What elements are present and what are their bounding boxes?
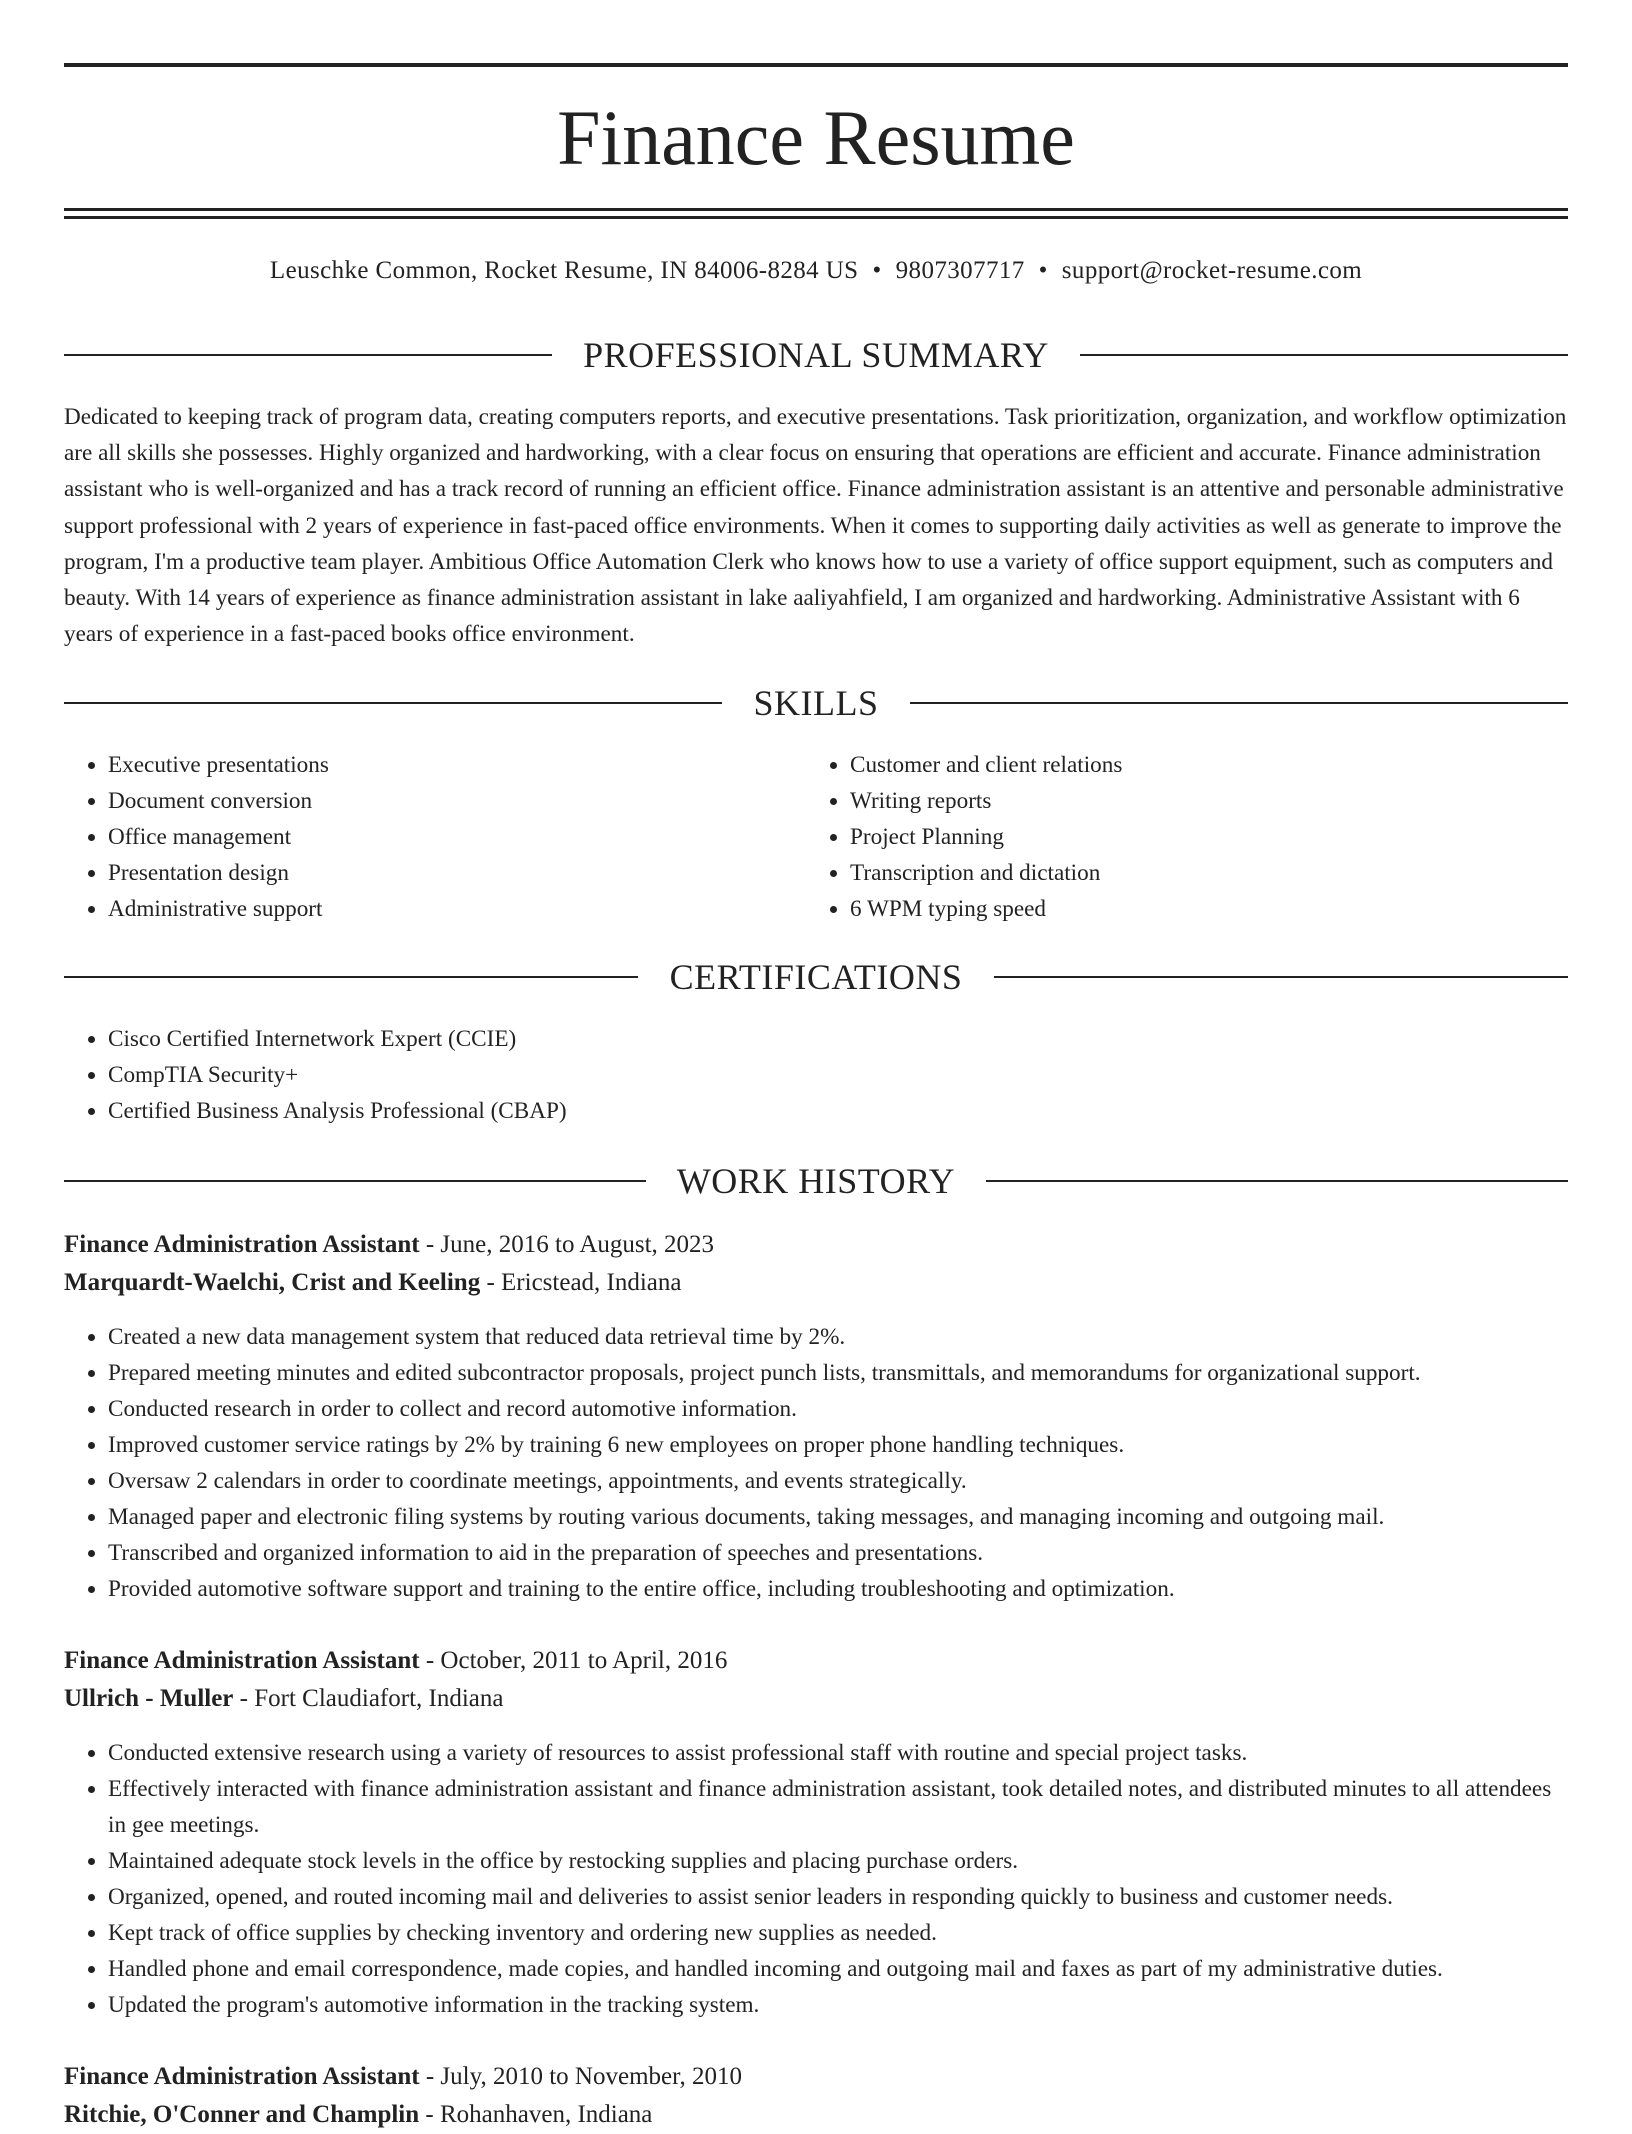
job-company-line: [64, 1264, 682, 1302]
certifications-heading-label: CERTIFICATIONS: [669, 957, 963, 997]
contact-separator: •: [1038, 257, 1048, 284]
skill-item: • Presentation design: [108, 855, 808, 891]
contact-address: Leuschke Common, Rocket Resume, IN 84006-8284 US: [269, 257, 859, 284]
job-bullet: • Kept track of office supplies by checking inventory and ordering new supplies as needed.: [108, 1915, 1568, 1951]
contact-phone: 9807307717: [895, 257, 1025, 284]
job-location: - Ericstead, Indiana: [480, 1269, 682, 1296]
heading-rule-right: [986, 1180, 1568, 1182]
job-bullet: • Conducted extensive research using a variety of resources to assist professional staff with routine and special project tasks.: [108, 1735, 1568, 1771]
job-dates: - June, 2016 to August, 2023: [419, 1231, 715, 1258]
title-double-rule-upper: [64, 208, 1568, 211]
job-dates: - October, 2011 to April, 2016: [419, 1647, 728, 1674]
job-bullets: [64, 1319, 1568, 1607]
skill-item: • Transcription and dictation: [850, 855, 1550, 891]
skills-heading-label: SKILLS: [753, 683, 879, 723]
job-location: - Fort Claudiafort, Indiana: [233, 1685, 504, 1712]
skills-list-left: [64, 747, 808, 927]
job-location: - Rohanhaven, Indiana: [419, 2101, 653, 2128]
summary-text: Dedicated to keeping track of program data, creating computers reports, and executive presentations. Task prioritization, organization, and workflow optimization are all skills she possesses. Highly organized and hardworking, with a clear focus on ensuring that operations are efficient and accurate. Finance administration assistant who is well-organized and has a track record of running an efficient office. Finance administration assistant is an attentive and personable administrative support professional with 2 years of experience in fast-paced office environments. When it comes to supporting daily activities as well as generate to improve the program, I'm a productive team player. Ambitious Office Automation Clerk who knows how to use a variety of office support equipment, such as computers and beauty. With 14 years of experience as finance administration assistant in lake aaliyahfield, I am organized and hardworking. Administrative Assistant with 6 years of experience in a fast-paced books office environment.: [64, 404, 1567, 648]
contact-line: [64, 254, 1568, 288]
job-bullet: • Effectively interacted with finance administration assistant and finance administration assistant, took detailed notes, and distributed minutes to all attendees in gee meetings.: [108, 1771, 1568, 1843]
certifications-list: [64, 1021, 1568, 1129]
job-company-line: [64, 1680, 503, 1718]
heading-rule-right: [994, 976, 1568, 978]
title-double-rule-lower: [64, 216, 1568, 219]
skill-item: • 6 WPM typing speed: [850, 891, 1550, 927]
skill-item: • Writing reports: [850, 783, 1550, 819]
job-bullet: • Conducted research in order to collect and record automotive information.: [108, 1391, 1568, 1427]
certification-item: • Certified Business Analysis Professional (CBAP): [108, 1093, 1568, 1129]
skills-list-right: [806, 747, 1550, 927]
job-bullet: • Maintained adequate stock levels in the office by restocking supplies and placing purchase orders.: [108, 1843, 1568, 1879]
job-bullet: • Managed paper and electronic filing systems by routing various documents, taking messages, and managing incoming and outgoing mail.: [108, 1499, 1568, 1535]
job-bullet: • Improved customer service ratings by 2% by training 6 new employees on proper phone handling techniques.: [108, 1427, 1568, 1463]
certification-item: • Cisco Certified Internetwork Expert (CCIE): [108, 1021, 1568, 1057]
skill-item: • Executive presentations: [108, 747, 808, 783]
summary-heading-label: PROFESSIONAL SUMMARY: [583, 335, 1049, 375]
job-title-line: [64, 1642, 727, 1680]
heading-rule-right: [1080, 354, 1568, 356]
work-history-heading-label: WORK HISTORY: [676, 1161, 956, 1201]
job-title-line: [64, 2058, 742, 2096]
job-company: Ritchie, O'Conner and Champlin: [64, 2101, 420, 2128]
job-title: Finance Administration Assistant: [64, 2063, 420, 2090]
job-bullet: • Handled phone and email correspondence, made copies, and handled incoming and outgoing mail and faxes as part of my administrative duties.: [108, 1951, 1568, 1987]
skill-item: • Document conversion: [108, 783, 808, 819]
job-bullets: [64, 1735, 1568, 2023]
resume-title: Finance Resume: [557, 94, 1075, 181]
job-company: Marquardt-Waelchi, Crist and Keeling: [64, 1269, 481, 1296]
certification-item: • CompTIA Security+: [108, 1057, 1568, 1093]
job-title: Finance Administration Assistant: [64, 1647, 420, 1674]
job-title-line: [64, 1226, 714, 1264]
contact-email: support@rocket-resume.com: [1061, 257, 1363, 284]
skills-heading: [64, 681, 1568, 725]
job-bullet: • Created a new data management system that reduced data retrieval time by 2%.: [108, 1319, 1568, 1355]
job-title: Finance Administration Assistant: [64, 1231, 420, 1258]
work-history-heading: [64, 1159, 1568, 1203]
job-bullet: • Updated the program's automotive information in the tracking system.: [108, 1987, 1568, 2023]
skill-item: • Project Planning: [850, 819, 1550, 855]
job-bullet: • Transcribed and organized information to aid in the preparation of speeches and presentations.: [108, 1535, 1568, 1571]
job-bullet: • Prepared meeting minutes and edited subcontractor proposals, project punch lists, transmittals, and memorandums for organizational support.: [108, 1355, 1568, 1391]
job-company-line: [64, 2096, 652, 2134]
certifications-heading: [64, 955, 1568, 999]
job-dates: - July, 2010 to November, 2010: [419, 2063, 742, 2090]
skill-item: • Customer and client relations: [850, 747, 1550, 783]
job-bullet: • Oversaw 2 calendars in order to coordinate meetings, appointments, and events strategically.: [108, 1463, 1568, 1499]
skill-item: • Administrative support: [108, 891, 808, 927]
top-rule: [64, 63, 1568, 67]
summary-heading: [64, 333, 1568, 377]
job-bullet: • Organized, opened, and routed incoming mail and deliveries to assist senior leaders in responding quickly to business and customer needs.: [108, 1879, 1568, 1915]
contact-separator: •: [872, 257, 882, 284]
heading-rule-right: [910, 702, 1568, 704]
skill-item: • Office management: [108, 819, 808, 855]
job-company: Ullrich - Muller: [64, 1685, 234, 1712]
job-bullet: • Provided automotive software support and training to the entire office, including troubleshooting and optimization.: [108, 1571, 1568, 1607]
